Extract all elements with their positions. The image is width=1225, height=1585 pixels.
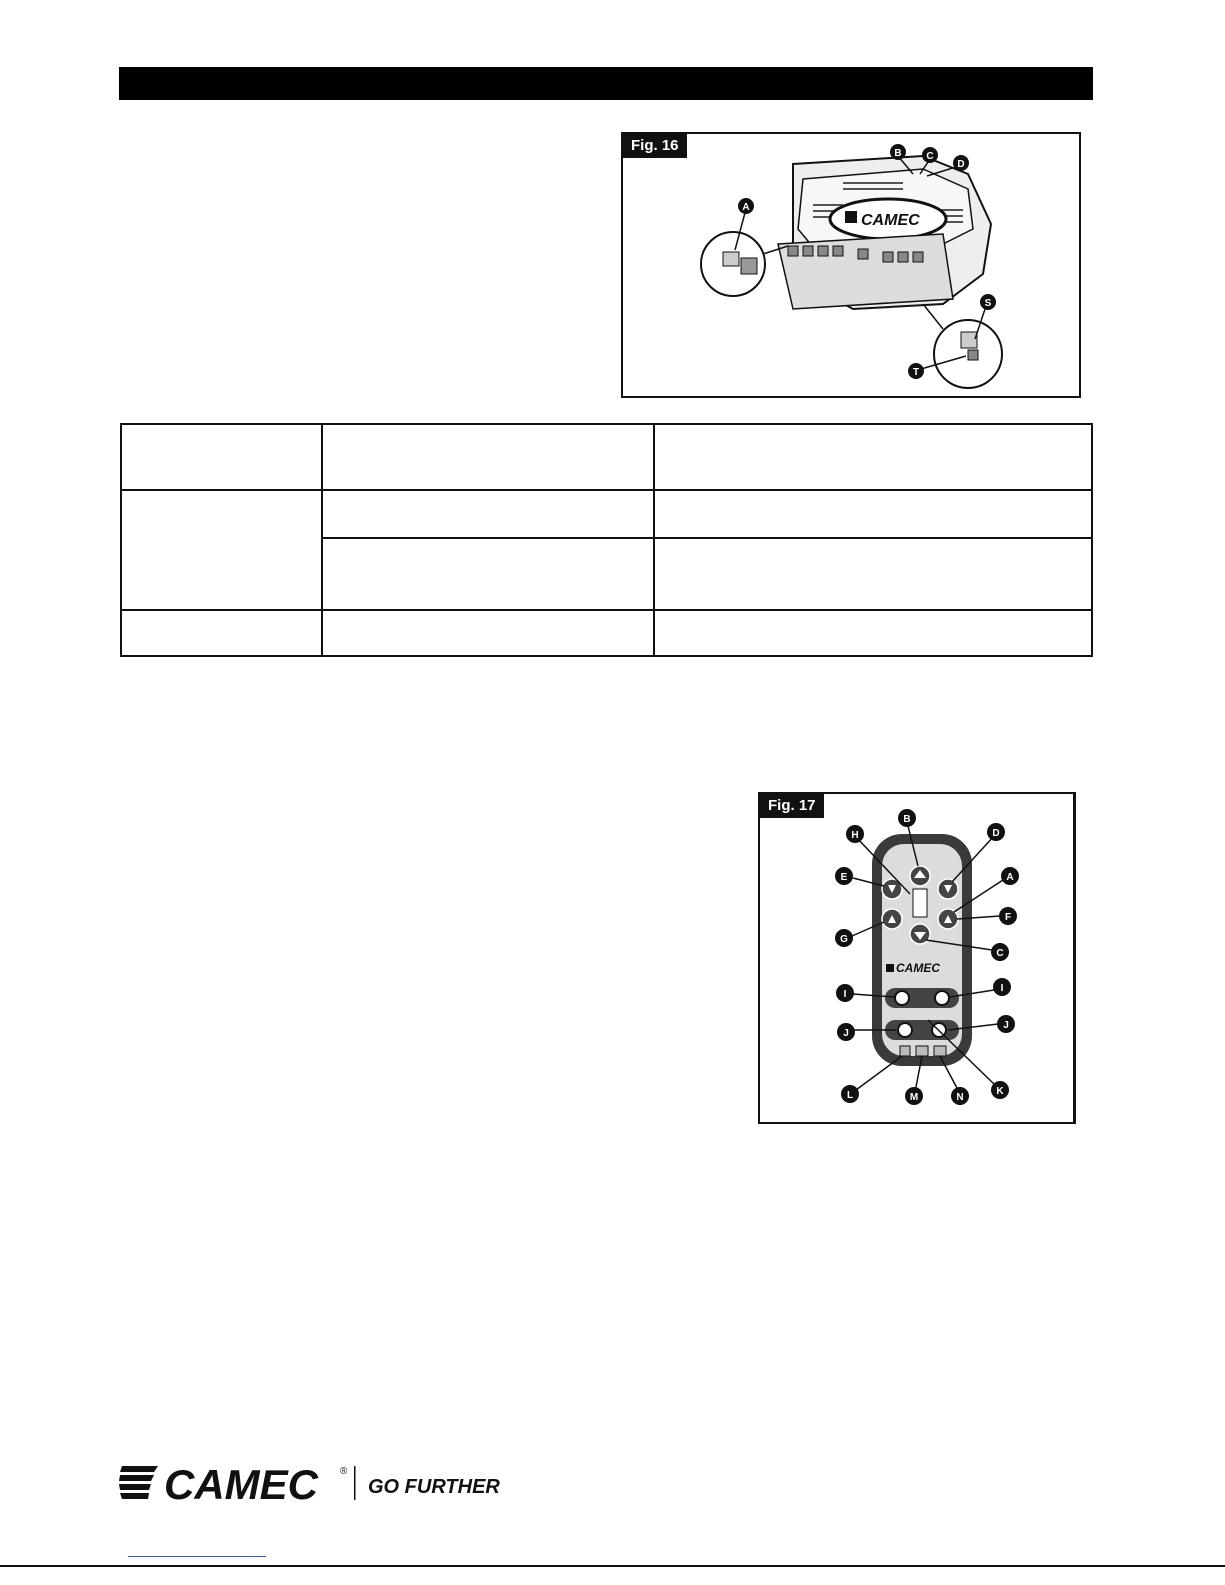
- table-cell: [654, 490, 1092, 538]
- table-cell: [121, 424, 322, 490]
- fig17-callout-c: C: [996, 948, 1004, 959]
- fig16-callout-c: C: [926, 151, 934, 162]
- fig17-callout-j-left: J: [843, 1028, 849, 1039]
- fig17-callout-d: D: [992, 828, 1000, 839]
- fig17-callout-i-right: I: [1000, 983, 1004, 994]
- fig17-callout-a: A: [1006, 872, 1014, 883]
- fig16-brand: CAMEC: [861, 212, 920, 229]
- table-cell: [654, 610, 1092, 656]
- table-cell: [322, 610, 654, 656]
- header-bar: [119, 67, 1093, 100]
- fig16-callout-s: S: [984, 298, 992, 309]
- fig16-tag: Fig. 16: [623, 134, 687, 158]
- fig17-callout-j-right: J: [1003, 1020, 1009, 1031]
- fig17-callout-n: N: [956, 1092, 964, 1103]
- table-cell: [322, 490, 654, 538]
- camec-mark-icon: [886, 964, 894, 972]
- figure-17: [758, 792, 1076, 1124]
- footer-divider: [354, 1466, 356, 1500]
- table-cell: [654, 538, 1092, 610]
- fig17-callout-h: H: [851, 830, 859, 841]
- footer-link-underline[interactable]: [128, 1556, 266, 1557]
- fig17-callout-e: E: [840, 872, 848, 883]
- table-row: [121, 424, 1092, 490]
- fig17-callout-i-left: I: [843, 989, 847, 1000]
- fig17-tag: Fig. 17: [760, 794, 824, 818]
- fig17-callout-m: M: [909, 1092, 919, 1103]
- table-cell: [322, 424, 654, 490]
- table-row: [121, 610, 1092, 656]
- spec-table: [120, 423, 1093, 657]
- fig17-callout-b: B: [903, 814, 911, 825]
- table-cell: [654, 424, 1092, 490]
- fig17-callout-f: F: [1004, 912, 1012, 923]
- camec-mark-icon: [845, 211, 857, 223]
- footer-registered-mark: ®: [340, 1466, 348, 1477]
- footer-logo: [118, 1458, 518, 1508]
- fig16-callout-t: T: [912, 367, 920, 378]
- table-cell: [121, 610, 322, 656]
- fig17-callout-k: K: [996, 1086, 1004, 1097]
- remote-control-illustration: [760, 794, 1073, 1122]
- table-row: [121, 490, 1092, 538]
- table-cell: [322, 538, 654, 610]
- fig17-callout-g: G: [840, 934, 848, 945]
- control-box-illustration: [623, 134, 1079, 396]
- camec-swoosh-icon: [119, 1466, 158, 1499]
- footer-tagline: GO FURTHER: [368, 1476, 500, 1498]
- fig17-brand: CAMEC: [896, 961, 940, 975]
- fig17-callout-l: L: [846, 1090, 854, 1101]
- table-cell: [121, 490, 322, 610]
- footer-brand: CAMEC: [164, 1461, 318, 1508]
- fig16-callout-b: B: [894, 148, 902, 159]
- fig16-callout-a: A: [742, 202, 750, 213]
- figure-16: [621, 132, 1081, 398]
- fig16-callout-d: D: [957, 159, 965, 170]
- footer-rule: [0, 1565, 1225, 1567]
